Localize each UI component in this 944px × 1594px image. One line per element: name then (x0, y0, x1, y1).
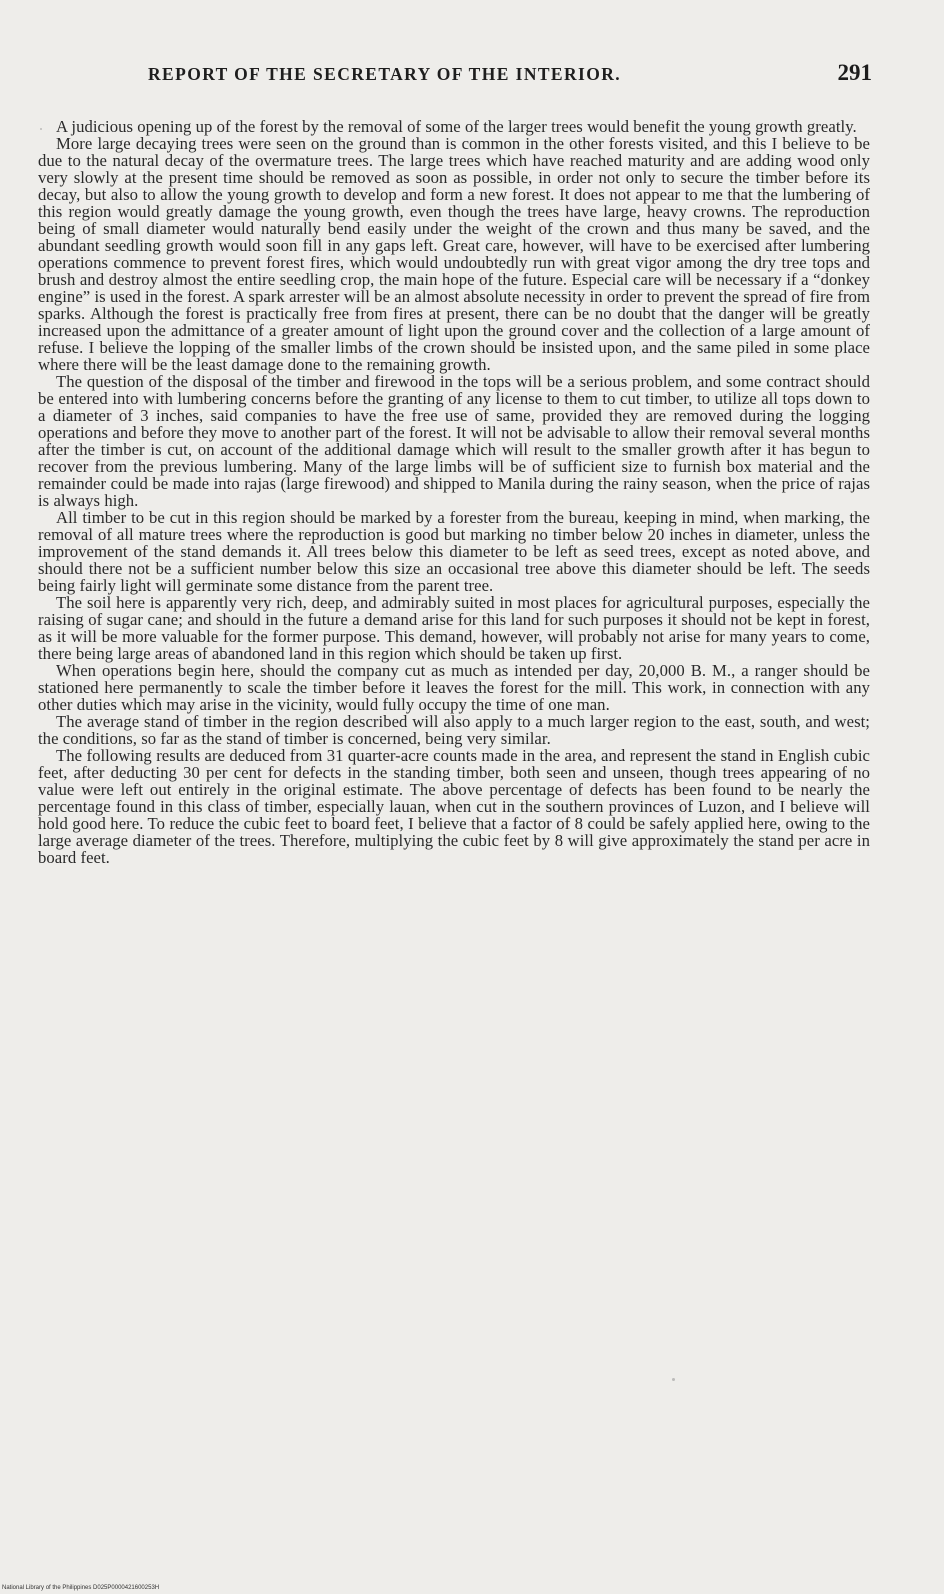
paragraph: The soil here is apparently very rich, deep, and admirably suited in most places for agricultural purposes, especially the raising of sugar cane; and should in the future a demand arise for this land for such purposes it should not be kept in forest, as it will be more valuable for the former purpose. This demand, however, will probably not arise for many years to come, there being large areas of abandoned land in this region which should be taken up first. (38, 593, 870, 663)
paragraph: All timber to be cut in this region should be marked by a forester from the bureau, keeping in mind, when marking, the removal of all mature trees where the reproduction is good but marking no timber below 20 inches in diameter, unless the improvement of the stand demands it. All trees below this diameter to be left as seed trees, except as noted above, and should there not be a sufficient number below this size an occasional tree above this diameter should be left. The seeds being fairly light will germinate some distance from the parent tree. (38, 508, 870, 595)
paragraph: More large decaying trees were seen on the ground than is common in the other forests visited, and this I believe to be due to the natural decay of the overmature trees. The large trees which have reached maturity and are adding wood only very slowly at the present time should be removed as soon as possible, in order not only to secure the timber before its decay, but also to allow the young growth to develop and form a new forest. It does not appear to me that the lumbering of this region would greatly damage the young growth, even though the trees have large, heavy crowns. The reproduction being of small diameter would naturally bend easily under the weight of the crown and thus many be saved, and the abundant seedling growth would soon fill in any gaps left. Great care, however, will have to be exercised after lumbering operations commence to prevent forest fires, which would undoubtedly run with great vigor among the dry tree tops and brush and destroy almost the entire seedling crop, the main hope of the future. Especial care will be necessary if a “donkey engine” is used in the forest. A spark arrester will be an almost absolute necessity in order to prevent the spread of fire from sparks. Although the forest is practically free from fires at present, there can be no doubt that the danger will be greatly increased upon the admittance of a greater amount of light upon the ground cover and the collection of a large amount of refuse. I believe the lopping of the smaller limbs of the crown should be insisted upon, and the same piled in some place where there will be the least damage done to the remaining growth. (38, 134, 870, 374)
running-head: REPORT OF THE SECRETARY OF THE INTERIOR. (148, 64, 622, 84)
scan-credit: National Library of the Philippines D025P0000421600253H (2, 1585, 160, 1591)
paragraph: When operations begin here, should the company cut as much as intended per day, 20,000 B. M., a ranger should be stationed here permanently to scale the timber before it leaves the forest for the mill. This work, in connection with any other duties which may arise in the vicinity, would fully occupy the time of one man. (38, 661, 870, 714)
page-number: 291 (837, 60, 872, 85)
paragraph: The average stand of timber in the region described will also apply to a much larger region to the east, south, and west; the conditions, so far as the stand of timber is concerned, being very similar. (38, 712, 870, 748)
scan-speck (672, 1378, 675, 1381)
body-text (38, 118, 870, 866)
paragraph: A judicious opening up of the forest by the removal of some of the larger trees would benefit the young growth greatly. (56, 117, 857, 136)
page-header (40, 60, 872, 90)
paragraph: The following results are deduced from 31 quarter-acre counts made in the area, and represent the stand in English cubic feet, after deducting 30 per cent for defects in the standing timber, both seen and unseen, though trees appearing of no value were left out entirely in the original estimate. The above percentage of defects has been found to be nearly the percentage found in this class of timber, especially lauan, when cut in the southern provinces of Luzon, and I believe will hold good here. To reduce the cubic feet to board feet, I believe that a factor of 8 could be safely applied here, owing to the large average diameter of the trees. Therefore, multiplying the cubic feet by 8 will give approximately the stand per acre in board feet. (38, 746, 870, 867)
scan-speck (40, 128, 42, 130)
paragraph: The question of the disposal of the timber and firewood in the tops will be a serious problem, and some contract should be entered into with lumbering concerns before the granting of any license to them to cut timber, to utilize all tops down to a diameter of 3 inches, said companies to have the free use of same, provided they are removed during the logging operations and before they move to another part of the forest. It will not be advisable to allow their removal several months after the timber is cut, on account of the additional damage which will result to the smaller growth after it has begun to recover from the previous lumbering. Many of the large limbs will be of sufficient size to furnish box material and the remainder could be made into rajas (large firewood) and shipped to Manila during the rainy season, when the price of rajas is always high. (38, 372, 870, 510)
